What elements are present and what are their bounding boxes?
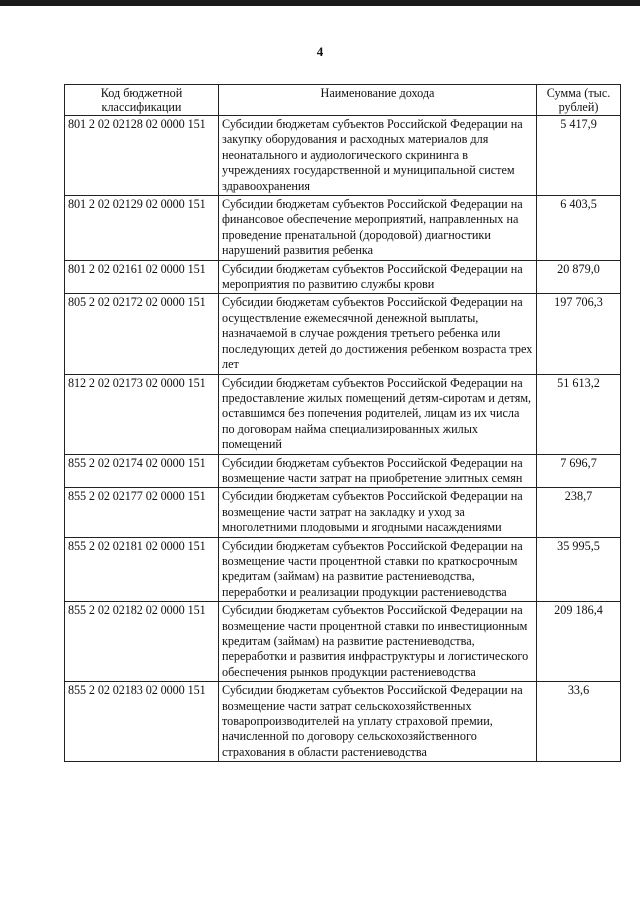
budget-code-cell: 855 2 02 02177 02 0000 151 [65, 488, 219, 537]
amount-cell: 51 613,2 [537, 374, 621, 454]
budget-code-cell: 801 2 02 02161 02 0000 151 [65, 260, 219, 294]
budget-code-cell: 855 2 02 02182 02 0000 151 [65, 602, 219, 682]
budget-code-cell: 812 2 02 02173 02 0000 151 [65, 374, 219, 454]
budget-code-cell: 801 2 02 02128 02 0000 151 [65, 116, 219, 196]
amount-cell: 33,6 [537, 682, 621, 762]
amount-cell: 209 186,4 [537, 602, 621, 682]
table-row [65, 116, 621, 196]
income-name-cell: Субсидии бюджетам субъектов Российской Федерации на возмещение части процентной ставки по инвестиционным кредитам (займам) на развитие растениеводства, переработки и развития инфраструктуры и логистического обеспечения рынков продукции растениеводства [219, 602, 537, 682]
header-budget-code: Код бюджетной классификации [65, 85, 219, 116]
table-row [65, 374, 621, 454]
income-name-cell: Субсидии бюджетам субъектов Российской Федерации на предоставление жилых помещений детям-сиротам и детям, оставшимся без попечения родителей, лицам из их числа по договорам найма специализированных жилых помещений [219, 374, 537, 454]
table-row [65, 537, 621, 602]
income-name-cell: Субсидии бюджетам субъектов Российской Федерации на возмещение части затрат сельскохозяйственных товаропроизводителей на уплату страховой премии, начисленной по договору сельскохозяйственного страхования в области растениеводства [219, 682, 537, 762]
header-amount: Сумма (тыс. рублей) [537, 85, 621, 116]
header-income-name: Наименование дохода [219, 85, 537, 116]
income-name-cell: Субсидии бюджетам субъектов Российской Федерации на возмещение части процентной ставки по краткосрочным кредитам (займам) на развитие растениеводства, переработки и реализации продукции растениеводства [219, 537, 537, 602]
table-row [65, 488, 621, 537]
budget-code-cell: 855 2 02 02174 02 0000 151 [65, 454, 219, 488]
amount-cell: 6 403,5 [537, 196, 621, 261]
budget-code-cell: 855 2 02 02183 02 0000 151 [65, 682, 219, 762]
budget-income-table [64, 84, 621, 762]
budget-code-cell: 805 2 02 02172 02 0000 151 [65, 294, 219, 374]
table-row [65, 602, 621, 682]
amount-cell: 5 417,9 [537, 116, 621, 196]
income-name-cell: Субсидии бюджетам субъектов Российской Федерации на возмещение части затрат на закладку и уход за многолетними плодовыми и ягодными насаждениями [219, 488, 537, 537]
income-name-cell: Субсидии бюджетам субъектов Российской Федерации на осуществление ежемесячной денежной выплаты, назначаемой в случае рождения третьего ребенка или последующих детей до достижения ребенком возраста трех лет [219, 294, 537, 374]
income-name-cell: Субсидии бюджетам субъектов Российской Федерации на закупку оборудования и расходных материалов для неонатального и аудиологического скрининга в учреждениях государственной и муниципальной систем здравоохранения [219, 116, 537, 196]
table-row [65, 454, 621, 488]
income-name-cell: Субсидии бюджетам субъектов Российской Федерации на возмещение части затрат на приобретение элитных семян [219, 454, 537, 488]
table-row [65, 260, 621, 294]
page-number: 4 [316, 44, 324, 59]
table-row [65, 294, 621, 374]
amount-cell: 197 706,3 [537, 294, 621, 374]
income-name-cell: Субсидии бюджетам субъектов Российской Федерации на мероприятия по развитию службы крови [219, 260, 537, 294]
amount-cell: 20 879,0 [537, 260, 621, 294]
table-header-row [65, 85, 621, 116]
table-row [65, 196, 621, 261]
scan-top-border [0, 0, 640, 6]
income-name-cell: Субсидии бюджетам субъектов Российской Федерации на финансовое обеспечение мероприятий, направленных на проведение пренатальной (дородовой) диагностики нарушений развития ребенка [219, 196, 537, 261]
table-row [65, 682, 621, 762]
amount-cell: 7 696,7 [537, 454, 621, 488]
amount-cell: 238,7 [537, 488, 621, 537]
amount-cell: 35 995,5 [537, 537, 621, 602]
budget-code-cell: 855 2 02 02181 02 0000 151 [65, 537, 219, 602]
budget-code-cell: 801 2 02 02129 02 0000 151 [65, 196, 219, 261]
